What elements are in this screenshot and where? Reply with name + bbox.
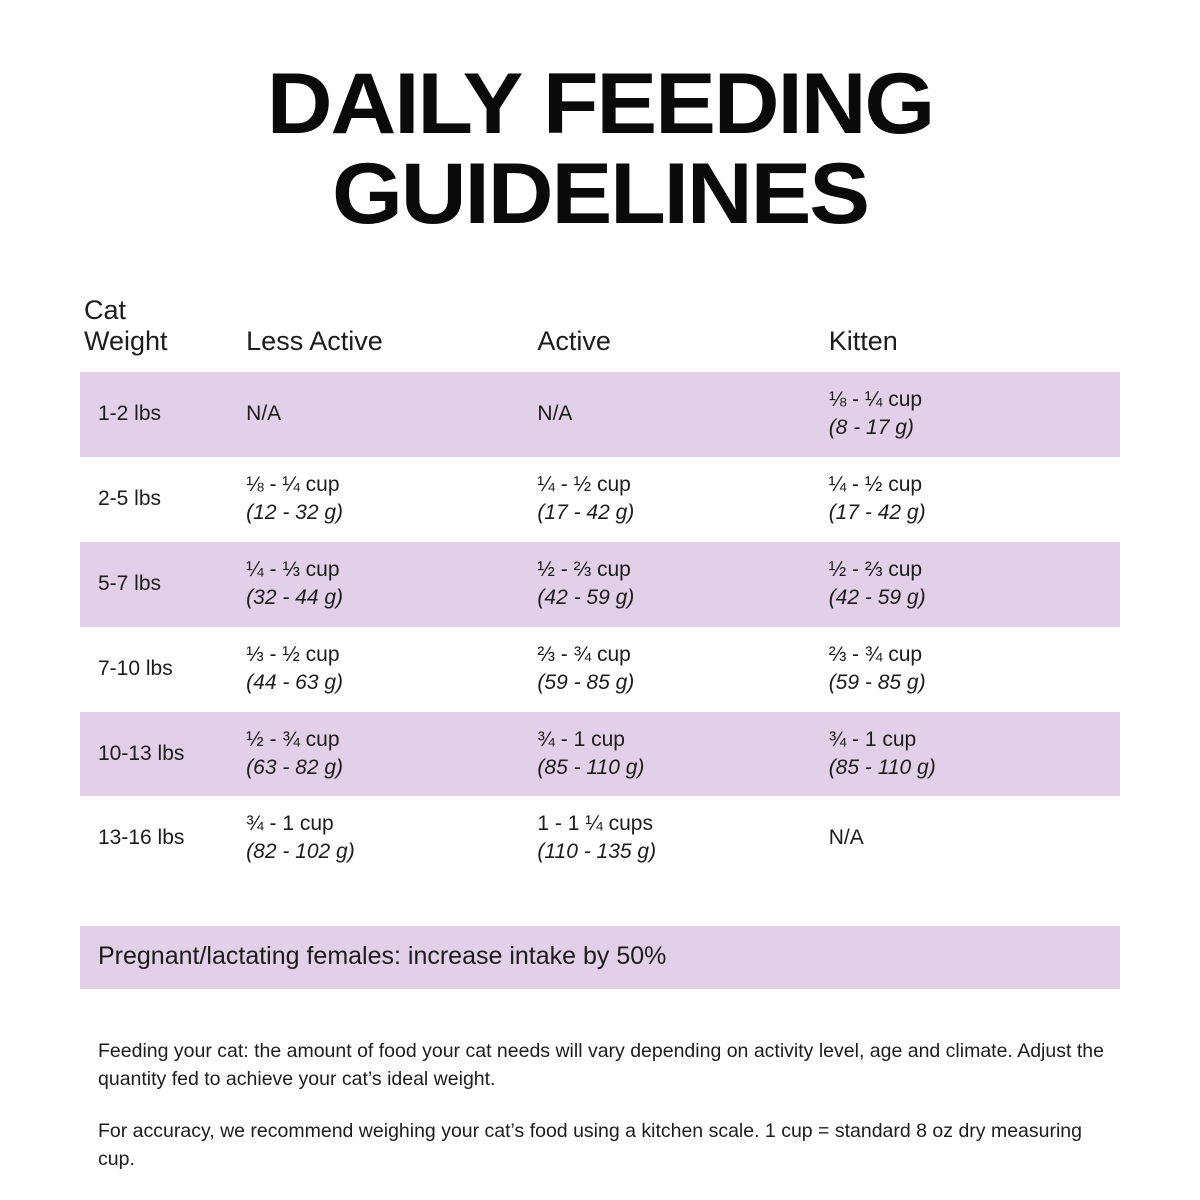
pregnant-lactating-note-text: Pregnant/lactating females: increase intake by 50% (98, 942, 667, 971)
cell-cat-weight: 1-2 lbs (80, 372, 246, 457)
cell-kitten-grams: (17 - 42 g) (828, 501, 926, 525)
cell-kitten-grams: (42 - 59 g) (828, 585, 926, 609)
cell-less-active (246, 542, 537, 627)
cell-active (537, 712, 828, 797)
cell-less-active-amount: N/A (246, 402, 282, 426)
table-row (80, 372, 1120, 457)
cell-less-active-amount: ⅛ - ¼ cup (246, 473, 340, 497)
cell-active (537, 372, 828, 457)
table-row (80, 627, 1120, 712)
cell-kitten-grams: (85 - 110 g) (828, 755, 936, 779)
cell-active-grams: (17 - 42 g) (537, 501, 635, 525)
cell-less-active (246, 796, 537, 881)
table-row (80, 796, 1120, 881)
cell-kitten (829, 796, 1120, 881)
cell-less-active-grams: (63 - 82 g) (246, 755, 344, 779)
cell-less-active-amount: ¼ - ⅓ cup (246, 557, 340, 581)
cell-cat-weight: 13-16 lbs (98, 826, 185, 850)
cell-less-active-amount: ½ - ¾ cup (246, 727, 340, 751)
table-header-row (80, 295, 1120, 373)
cell-cat-weight: 10-13 lbs (80, 712, 246, 797)
cell-cat-weight: 7-10 lbs (98, 656, 173, 680)
page-title (0, 0, 1200, 243)
title-line-1: DAILY FEEDING (266, 56, 934, 152)
pregnant-lactating-note-row (80, 926, 1120, 988)
table-row (80, 457, 1120, 542)
cell-active-grams: (59 - 85 g) (537, 670, 635, 694)
cell-less-active (246, 372, 537, 457)
cell-kitten-amount: ⅔ - ¾ cup (828, 642, 923, 666)
cell-active-amount: 1 - 1 ¼ cups (537, 812, 653, 836)
cell-less-active (246, 627, 537, 712)
cell-less-active-grams: (32 - 44 g) (246, 585, 344, 609)
cell-active (537, 542, 828, 627)
footnote-accuracy: For accuracy, we recommend weighing your cat’s food using a kitchen scale. 1 cup = standard 8 oz dry measuring cup. (98, 1120, 1082, 1171)
pregnant-lactating-note-cell (80, 926, 1120, 988)
cell-kitten (829, 542, 1120, 627)
cell-kitten-amount: ⅛ - ¼ cup (828, 388, 923, 412)
cell-kitten-amount: ½ - ⅔ cup (828, 557, 923, 581)
cell-less-active-grams: (44 - 63 g) (246, 670, 344, 694)
cell-active (537, 627, 828, 712)
cell-kitten (829, 372, 1120, 457)
cell-less-active-amount: ¾ - 1 cup (246, 812, 334, 836)
table-row (80, 542, 1120, 627)
footnotes (80, 989, 1120, 1174)
cell-less-active-grams: (82 - 102 g) (246, 840, 355, 864)
cell-kitten-grams: (8 - 17 g) (828, 416, 914, 440)
cell-active-grams: (42 - 59 g) (537, 585, 635, 609)
table-header (80, 295, 1120, 373)
column-header-less-active: Less Active (246, 326, 383, 357)
cell-active-amount: ½ - ⅔ cup (537, 557, 631, 581)
cat-weight-header-line-1: Cat (84, 294, 127, 325)
feeding-table (80, 295, 1120, 989)
cell-active-amount: ⅔ - ¾ cup (537, 642, 631, 666)
cell-cat-weight: 2-5 lbs (98, 487, 162, 511)
cell-active (537, 457, 828, 542)
column-header-cat-weight (80, 295, 246, 373)
footnote-feeding-your-cat: Feeding your cat: the amount of food your cat needs will vary depending on activity level, age and climate. Adjust the quantity fed to achieve your cat’s ideal weight. (98, 1040, 1104, 1090)
cell-kitten-amount: ¾ - 1 cup (828, 727, 917, 751)
cell-kitten-amount: ¼ - ½ cup (828, 473, 923, 497)
cell-kitten (829, 627, 1120, 712)
feeding-table-container (80, 295, 1120, 989)
cell-active-amount: ¼ - ½ cup (537, 473, 631, 497)
cell-kitten (829, 712, 1120, 797)
cell-kitten (829, 457, 1120, 542)
cell-less-active (246, 712, 537, 797)
cell-kitten-amount: N/A (828, 826, 864, 850)
cell-active-grams: (85 - 110 g) (537, 755, 645, 779)
cell-kitten-grams: (59 - 85 g) (828, 670, 926, 694)
cell-active-amount: ¾ - 1 cup (537, 727, 625, 751)
cell-less-active-grams: (12 - 32 g) (246, 501, 344, 525)
table-spacer-cell (80, 881, 1120, 926)
cat-weight-header-line-2: Weight (84, 326, 168, 357)
column-header-active: Active (537, 326, 611, 357)
title-line-2: GUIDELINES (332, 146, 868, 243)
cell-active-grams: (110 - 135 g) (537, 840, 657, 864)
column-header-kitten: Kitten (828, 326, 898, 357)
cell-active-amount: N/A (537, 402, 573, 426)
table-spacer-row (80, 881, 1120, 926)
cell-less-active (246, 457, 537, 542)
table-body (80, 372, 1120, 988)
cell-less-active-amount: ⅓ - ½ cup (246, 642, 340, 666)
cell-active (537, 796, 828, 881)
table-row (80, 712, 1120, 797)
cell-cat-weight: 5-7 lbs (80, 542, 246, 627)
